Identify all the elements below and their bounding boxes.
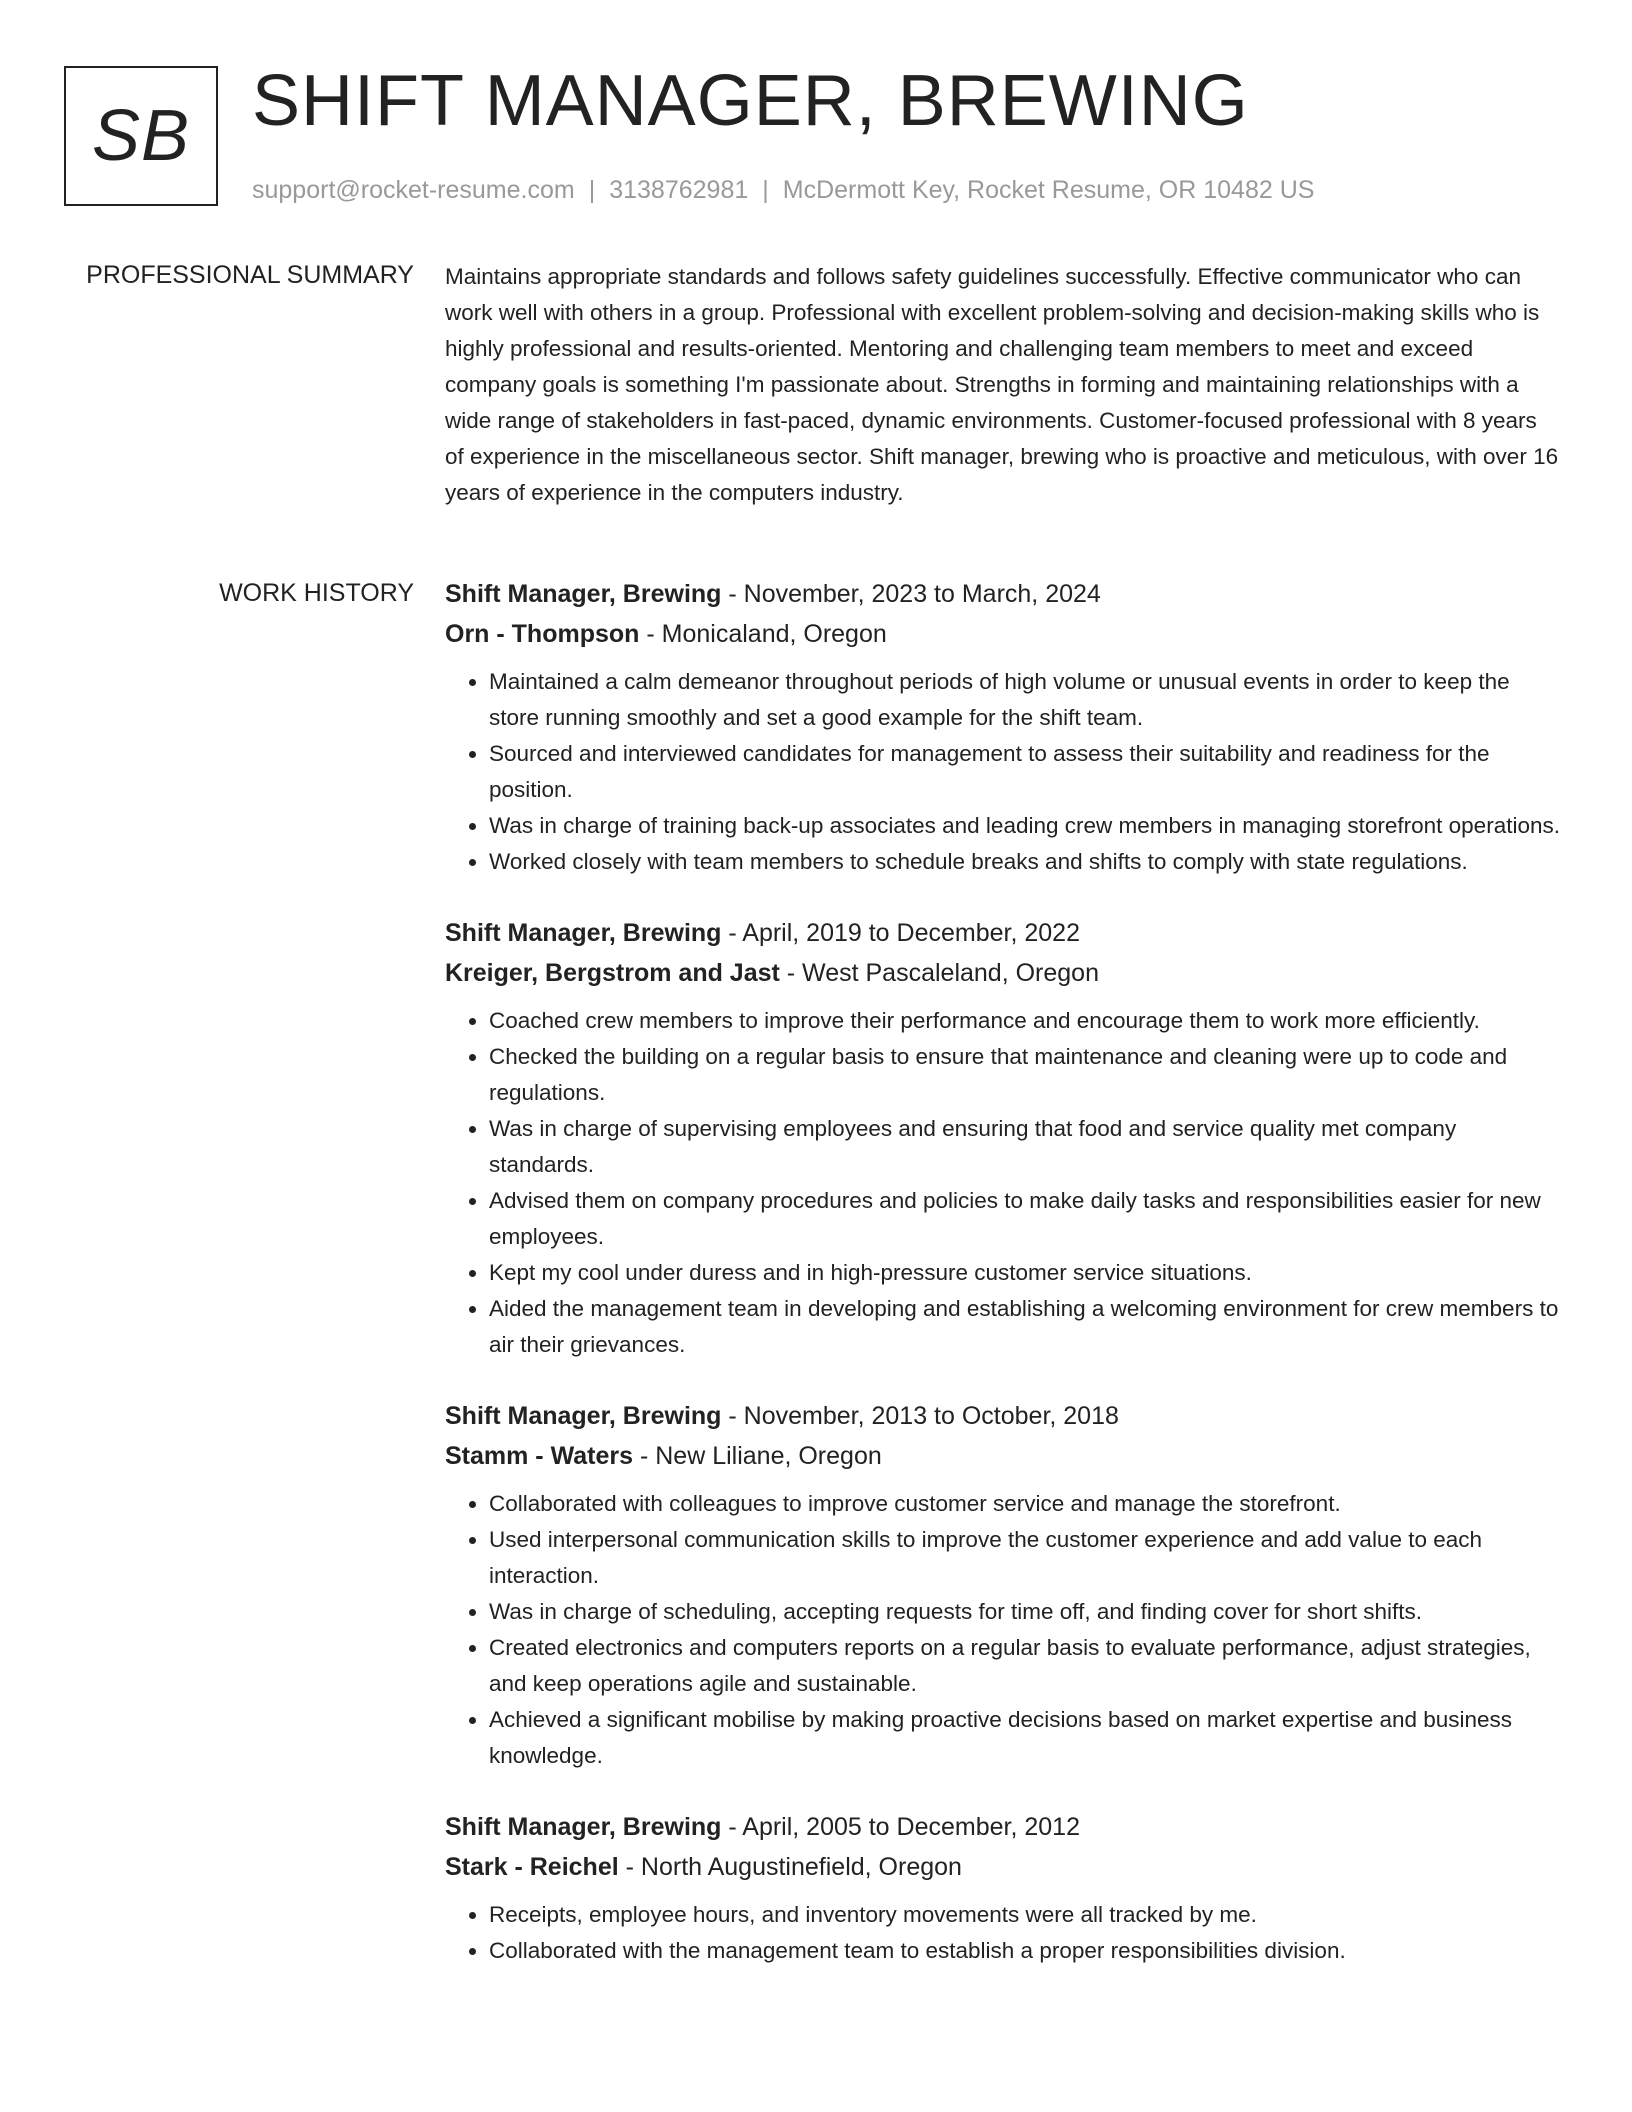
job-bullet: • Worked closely with team members to schedule breaks and shifts to comply with state regulations.	[489, 844, 1560, 880]
job-bullet: • Collaborated with colleagues to improve customer service and manage the storefront.	[489, 1486, 1560, 1522]
job-location: - New Liliane, Oregon	[633, 1442, 882, 1470]
job-title: Shift Manager, Brewing	[445, 1402, 722, 1430]
job-bullet: • Was in charge of training back-up associates and leading crew members in managing storefront operations.	[489, 808, 1560, 844]
contact-line	[252, 174, 1314, 206]
job-company-line	[445, 1847, 1560, 1887]
job-title: Shift Manager, Brewing	[445, 919, 722, 947]
job-company: Orn - Thompson	[445, 620, 640, 648]
job-title-line	[445, 913, 1560, 953]
job-dates: - April, 2005 to December, 2012	[721, 1813, 1080, 1841]
contact-address: McDermott Key, Rocket Resume, OR 10482 US	[782, 176, 1315, 204]
job-location: - West Pascaleland, Oregon	[779, 959, 1099, 987]
job-bullet: • Was in charge of scheduling, accepting requests for time off, and finding cover for short shifts.	[489, 1594, 1560, 1630]
job-bullet: • Checked the building on a regular basis to ensure that maintenance and cleaning were up to code and regulations.	[489, 1039, 1560, 1111]
job-bullet: • Collaborated with the management team to establish a proper responsibilities division.	[489, 1933, 1560, 1969]
job-bullet: • Coached crew members to improve their performance and encourage them to work more efficiently.	[489, 1003, 1560, 1039]
job-bullet: • Sourced and interviewed candidates for management to assess their suitability and readiness for the position.	[489, 736, 1560, 808]
candidate-name: SHIFT MANAGER, BREWING	[252, 61, 1249, 141]
contact-phone: 3138762981	[609, 176, 749, 204]
contact-separator: |	[588, 176, 596, 204]
job-company: Kreiger, Bergstrom and Jast	[445, 959, 780, 987]
job-company-line	[445, 953, 1560, 993]
job-bullets	[445, 1486, 1560, 1774]
job-dates: - November, 2023 to March, 2024	[721, 580, 1101, 608]
work-history-section-label: WORK HISTORY	[219, 579, 414, 607]
monogram-logo: SB	[64, 66, 218, 206]
job-bullet: • Aided the management team in developing and establishing a welcoming environment for crew members to air their grievances.	[489, 1291, 1560, 1363]
summary-section	[445, 259, 1560, 511]
job-dates: - November, 2013 to October, 2018	[721, 1402, 1119, 1430]
job-bullet: • Kept my cool under duress and in high-pressure customer service situations.	[489, 1255, 1560, 1291]
job-entry	[445, 1807, 1560, 1969]
job-title-line	[445, 1807, 1560, 1847]
job-bullet: • Maintained a calm demeanor throughout periods of high volume or unusual events in order to keep the store running smoothly and set a good example for the shift team.	[489, 664, 1560, 736]
job-entry	[445, 913, 1560, 1363]
job-bullet: • Used interpersonal communication skills to improve the customer experience and add value to each interaction.	[489, 1522, 1560, 1594]
summary-section-label: PROFESSIONAL SUMMARY	[86, 261, 414, 289]
summary-text: Maintains appropriate standards and follows safety guidelines successfully. Effective communicator who can work well with others in a group. Professional with excellent problem-solving and decision-making skills who is highly professional and results-oriented. Mentoring and challenging team members to meet and exceed company goals is something I'm passionate about. Strengths in forming and maintaining relationships with a wide range of stakeholders in fast-paced, dynamic environments. Customer-focused professional with 8 years of experience in the miscellaneous sector. Shift manager, brewing who is proactive and meticulous, with over 16 years of experience in the computers industry.	[445, 264, 1559, 505]
job-company-line	[445, 614, 1560, 654]
job-bullet: • Advised them on company procedures and policies to make daily tasks and responsibilities easier for new employees.	[489, 1183, 1560, 1255]
job-entry	[445, 574, 1560, 880]
job-bullets	[445, 1897, 1560, 1969]
job-company-line	[445, 1436, 1560, 1476]
job-dates: - April, 2019 to December, 2022	[721, 919, 1080, 947]
contact-email: support@rocket-resume.com	[252, 176, 575, 204]
job-location: - Monicaland, Oregon	[639, 620, 887, 648]
job-bullet: • Achieved a significant mobilise by making proactive decisions based on market expertise and business knowledge.	[489, 1702, 1560, 1774]
job-bullets	[445, 664, 1560, 880]
job-location: - North Augustinefield, Oregon	[618, 1853, 962, 1881]
job-entry	[445, 1396, 1560, 1774]
work-history-section	[445, 574, 1560, 2002]
job-title-line	[445, 1396, 1560, 1436]
job-bullet: • Receipts, employee hours, and inventory movements were all tracked by me.	[489, 1897, 1560, 1933]
job-title: Shift Manager, Brewing	[445, 1813, 722, 1841]
job-bullet: • Was in charge of supervising employees and ensuring that food and service quality met company standards.	[489, 1111, 1560, 1183]
job-company: Stamm - Waters	[445, 1442, 634, 1470]
job-title-line	[445, 574, 1560, 614]
contact-separator: |	[762, 176, 769, 204]
job-bullet: • Created electronics and computers reports on a regular basis to evaluate performance, adjust strategies, and keep operations agile and sustainable.	[489, 1630, 1560, 1702]
job-bullets	[445, 1003, 1560, 1363]
job-title: Shift Manager, Brewing	[445, 580, 722, 608]
job-company: Stark - Reichel	[445, 1853, 619, 1881]
